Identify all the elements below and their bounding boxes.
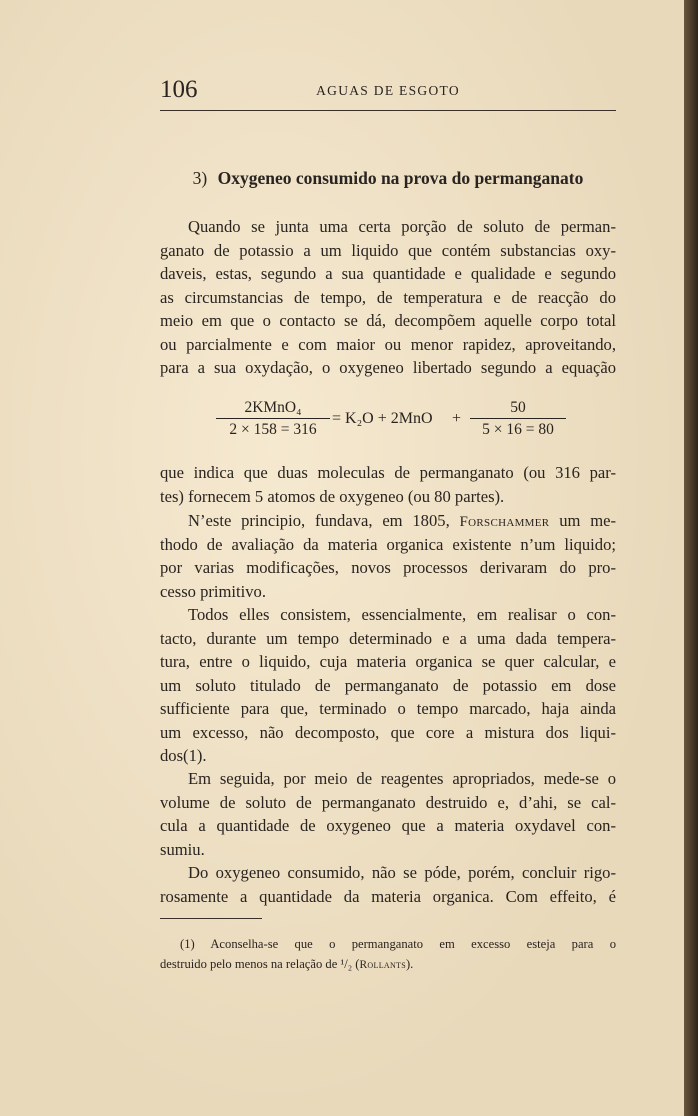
- text-line: por varias modificações, novos processos derivaram do pro-: [160, 558, 616, 577]
- page-number: 106: [160, 76, 198, 103]
- fraction-denominator: 5 × 16 = 80: [482, 421, 554, 438]
- text-line: Quando se junta uma certa porção de soluto de perman-: [188, 217, 616, 236]
- text-line: um soluto titulado de permanganato de potassio em dose: [160, 675, 616, 695]
- text-line: tes) fornecem 5 atomos de oxygeneo (ou 80 partes).: [160, 486, 505, 506]
- equation-fraction-left: [216, 398, 330, 440]
- text-line: thodo de avaliação da materia organica existente n’um liquido;: [160, 534, 616, 554]
- footnote-line: [160, 954, 616, 974]
- paragraph-2: [160, 461, 616, 508]
- text-line: rosamente a quantidade da materia organica. Com effeito, é: [160, 886, 616, 906]
- text-line: ou parcialmente e com maior ou menor rapidez, aproveitando,: [160, 334, 616, 354]
- paragraph-1: [160, 215, 616, 380]
- text-line: um excesso, não decomposto, que core a mistura dos liqui-: [160, 722, 616, 742]
- text-line: Todos elles consistem, essencialmente, em realisar o con-: [188, 605, 616, 624]
- section-heading: [160, 168, 616, 189]
- text-segment: N’este principio, fundava, em 1805,: [188, 511, 450, 530]
- author-name: Rollants: [359, 959, 406, 971]
- paragraph-3: [160, 509, 616, 603]
- text-line: dos(1).: [160, 746, 207, 765]
- fraction-numerator: 2KMnO₄: [216, 398, 330, 419]
- footnote-line: (1) Aconselha-se que o permanganato em excesso esteja para o: [180, 937, 616, 951]
- equation-plus: +: [452, 410, 462, 427]
- paragraph-6: [160, 861, 616, 908]
- text-segment: ).: [405, 957, 414, 971]
- text-line: ganato de potassio a um liquido que contém substancias oxy-: [160, 240, 616, 260]
- paragraph-4: [160, 603, 616, 768]
- text-line: cesso primitivo.: [160, 581, 267, 601]
- footnote-rule: [160, 918, 262, 919]
- fraction-denominator: 2 × 158 = 316: [229, 421, 317, 438]
- equation-middle: = K₂O + 2MnO: [332, 410, 433, 427]
- page-header: [160, 76, 616, 106]
- text-line: que indica que duas moleculas de permanganato (ou 316 par-: [160, 463, 616, 482]
- text-line: Do oxygeneo consumido, não se póde, porém, concluir rigo-: [188, 863, 616, 882]
- text-line: volume de soluto de permanganato destruido e, d’ahi, se cal-: [160, 792, 616, 812]
- chemical-equation: [160, 396, 616, 446]
- text-line: [160, 509, 616, 533]
- section-title: Oxygeneo consumido na prova do permanganato: [217, 168, 584, 188]
- header-rule: [160, 110, 616, 111]
- text-line: cula a quantidade de oxygeneo que a materia oxydavel con-: [160, 816, 616, 835]
- text-line: as circumstancias de tempo, de temperatura e de reacção do: [160, 287, 616, 307]
- text-line: sufficiente para que, terminado o tempo marcado, haja ainda: [160, 699, 616, 718]
- footnote: [160, 934, 616, 974]
- running-title: AGUAS DE ESGOTO: [316, 83, 460, 98]
- text-line: tura, entre o liquido, cuja materia organica se quer calcular, e: [160, 652, 616, 671]
- section-number: 3): [192, 168, 208, 188]
- text-line: para a sua oxydação, o oxygeneo libertado segundo a equação: [160, 358, 616, 377]
- paragraph-5: [160, 767, 616, 861]
- fraction-numerator: 50: [470, 398, 566, 419]
- text-segment: um me-: [559, 511, 616, 530]
- text-segment: destruido pelo menos na relação de ¹/₂ (: [160, 957, 360, 971]
- text-line: sumiu.: [160, 839, 205, 859]
- equation-fraction-right: [470, 398, 566, 440]
- text-line: daveis, estas, segundo a sua quantidade e qualidade e segundo: [160, 264, 616, 283]
- text-line: meio em que o contacto se dá, decompõem aquelle corpo total: [160, 311, 616, 330]
- text-line: tacto, durante um tempo determinado e a uma dada tempera-: [160, 628, 616, 648]
- text-line: Em seguida, por meio de reagentes apropriados, mede-se o: [188, 769, 616, 788]
- author-name: Forschammer: [459, 514, 550, 530]
- page-edge: [684, 0, 698, 1116]
